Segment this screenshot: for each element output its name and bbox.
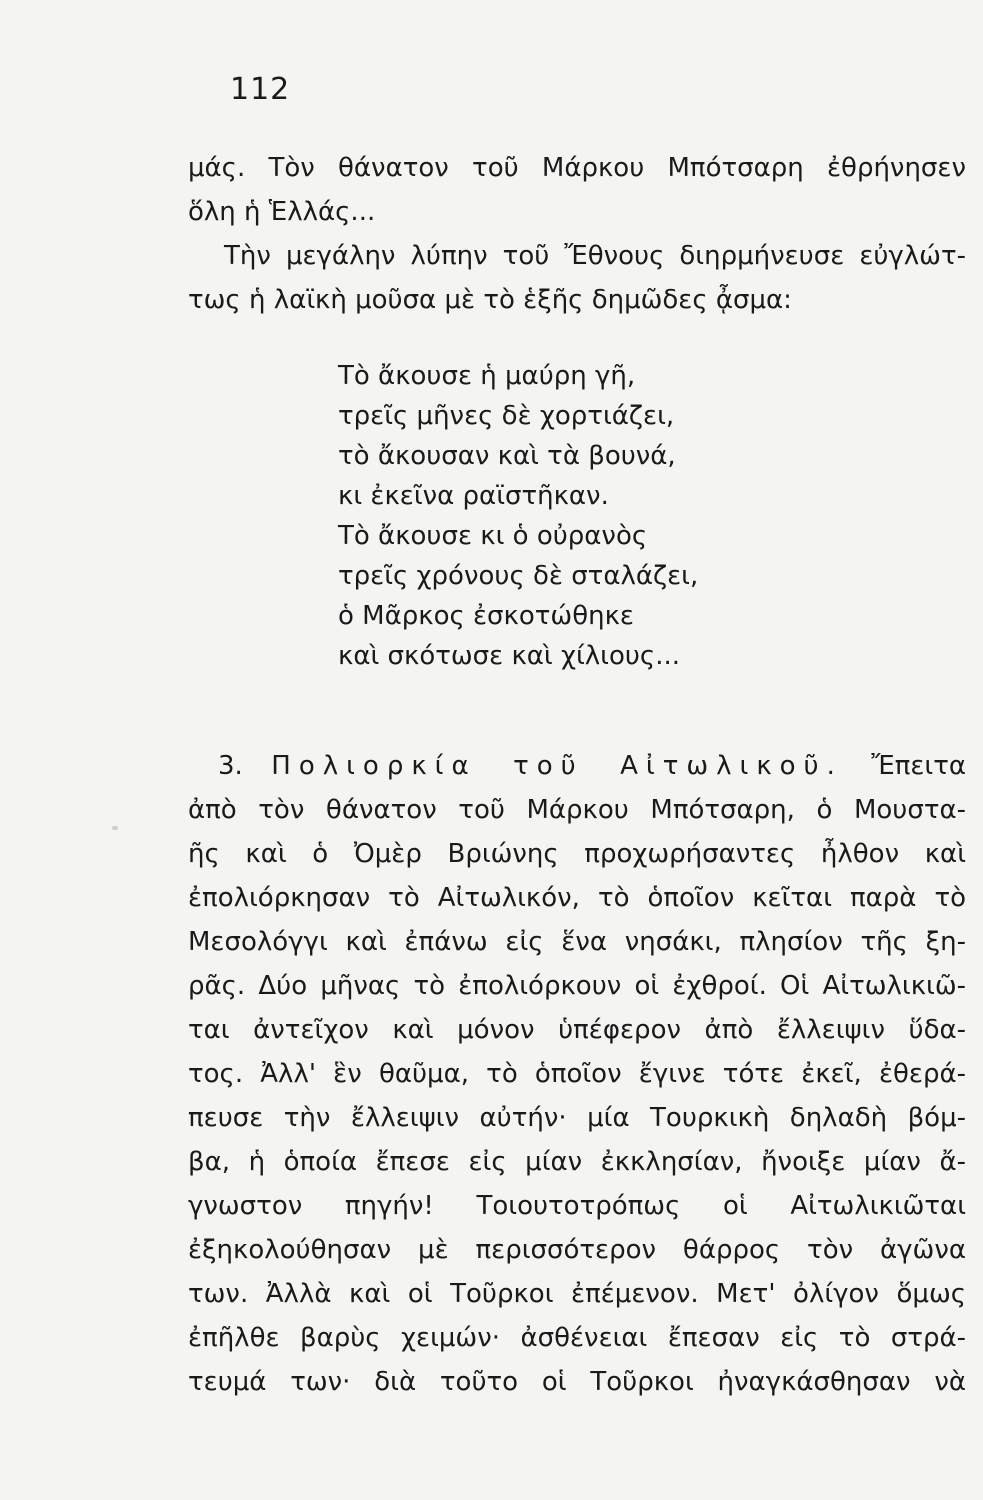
text-line: ται ἀντεῖχον καὶ μόνον ὑπέφερον ἀπὸ ἔλλειψιν ὕδα-	[188, 1015, 966, 1045]
text-line: γνωστον πηγήν! Τοιουτοτρόπως οἱ Αἰτωλικιῶται	[188, 1191, 966, 1221]
text-fragment: Ἔπειτα	[871, 751, 966, 781]
page-number: 112	[230, 72, 291, 107]
poem-line: ὁ Μᾶρκος ἐσκοτώθηκε	[338, 601, 634, 631]
text-line: μάς. Τὸν θάνατον τοῦ Μάρκου Μπότσαρη ἐθρήνησεν	[188, 153, 966, 183]
poem-line: κι ἐκεῖνα ραϊστῆκαν.	[338, 481, 609, 511]
paragraph-3	[188, 744, 966, 1404]
paragraph-2	[188, 234, 966, 322]
text-line: τως ἡ λαϊκὴ μοῦσα μὲ τὸ ἑξῆς δημῶδες ᾆσμα:	[188, 285, 792, 315]
section-number: 3.	[218, 751, 243, 781]
text-line: τευμά των· διὰ τοῦτο οἱ Τοῦρκοι ἠναγκάσθησαν νὰ	[188, 1367, 966, 1397]
text-line: ὅλη ἡ Ἑλλάς...	[188, 197, 376, 227]
text-line: ρᾶς. Δύο μῆνας τὸ ἐπολιόρκουν οἱ ἐχθροί. Οἱ Αἰτωλικιῶ-	[188, 971, 966, 1001]
folk-song-poem	[338, 356, 698, 676]
text-line: των. Ἀλλὰ καὶ οἱ Τοῦρκοι ἐπέμενον. Μετ' ὀλίγον ὅμως	[188, 1279, 966, 1309]
poem-line: τὸ ἄκουσαν καὶ τὰ βουνά,	[338, 441, 676, 471]
poem-line: καὶ σκότωσε καὶ χίλιους...	[338, 641, 680, 671]
text-line: ἀπὸ τὸν θάνατον τοῦ Μάρκου Μπότσαρη, ὁ Μουστα-	[188, 795, 966, 825]
text-line: ἐπῆλθε βαρὺς χειμών· ἀσθένειαι ἔπεσαν εἰς τὸ στρά-	[188, 1323, 966, 1353]
poem-line: Τὸ ἄκουσε κι ὁ οὐρανὸς	[338, 521, 648, 551]
text-line: ἐξηκολούθησαν μὲ περισσότερον θάρρος τὸν ἀγῶνα	[188, 1235, 966, 1265]
text-line: τος. Ἀλλ' ἓν θαῦμα, τὸ ὁποῖον ἔγινε τότε ἐκεῖ, ἐθερά-	[188, 1059, 966, 1089]
paragraph-1	[188, 146, 966, 234]
poem-line: τρεῖς μῆνες δὲ χορτιάζει,	[338, 401, 675, 431]
text-line: πευσε τὴν ἔλλειψιν αὐτήν· μία Τουρκικὴ δηλαδὴ βόμ-	[188, 1103, 966, 1133]
section-title: Πολιορκία τοῦ Αἰτωλικοῦ.	[271, 751, 843, 781]
text-line: ῆς καὶ ὁ Ὀμὲρ Βριώνης προχωρήσαντες ἦλθον καὶ	[188, 839, 966, 869]
text-line: ἐπολιόρκησαν τὸ Αἰτωλικόν, τὸ ὁποῖον κεῖται παρὰ τὸ	[188, 883, 966, 913]
text-line: Μεσολόγγι καὶ ἐπάνω εἰς ἕνα νησάκι, πλησίον τῆς ξη-	[188, 927, 966, 957]
poem-line: Τὸ ἄκουσε ἡ μαύρη γῆ,	[338, 361, 636, 391]
paper-speck	[112, 826, 118, 830]
poem-line: τρεῖς χρόνους δὲ σταλάζει,	[338, 561, 699, 591]
section-heading-line	[188, 744, 966, 788]
text-line: Τὴν μεγάλην λύπην τοῦ Ἔθνους διηρμήνευσε εὐγλώτ-	[224, 241, 966, 271]
text-line: βα, ἡ ὁποία ἔπεσε εἰς μίαν ἐκκλησίαν, ἤνοιξε μίαν ἄ-	[188, 1147, 966, 1177]
